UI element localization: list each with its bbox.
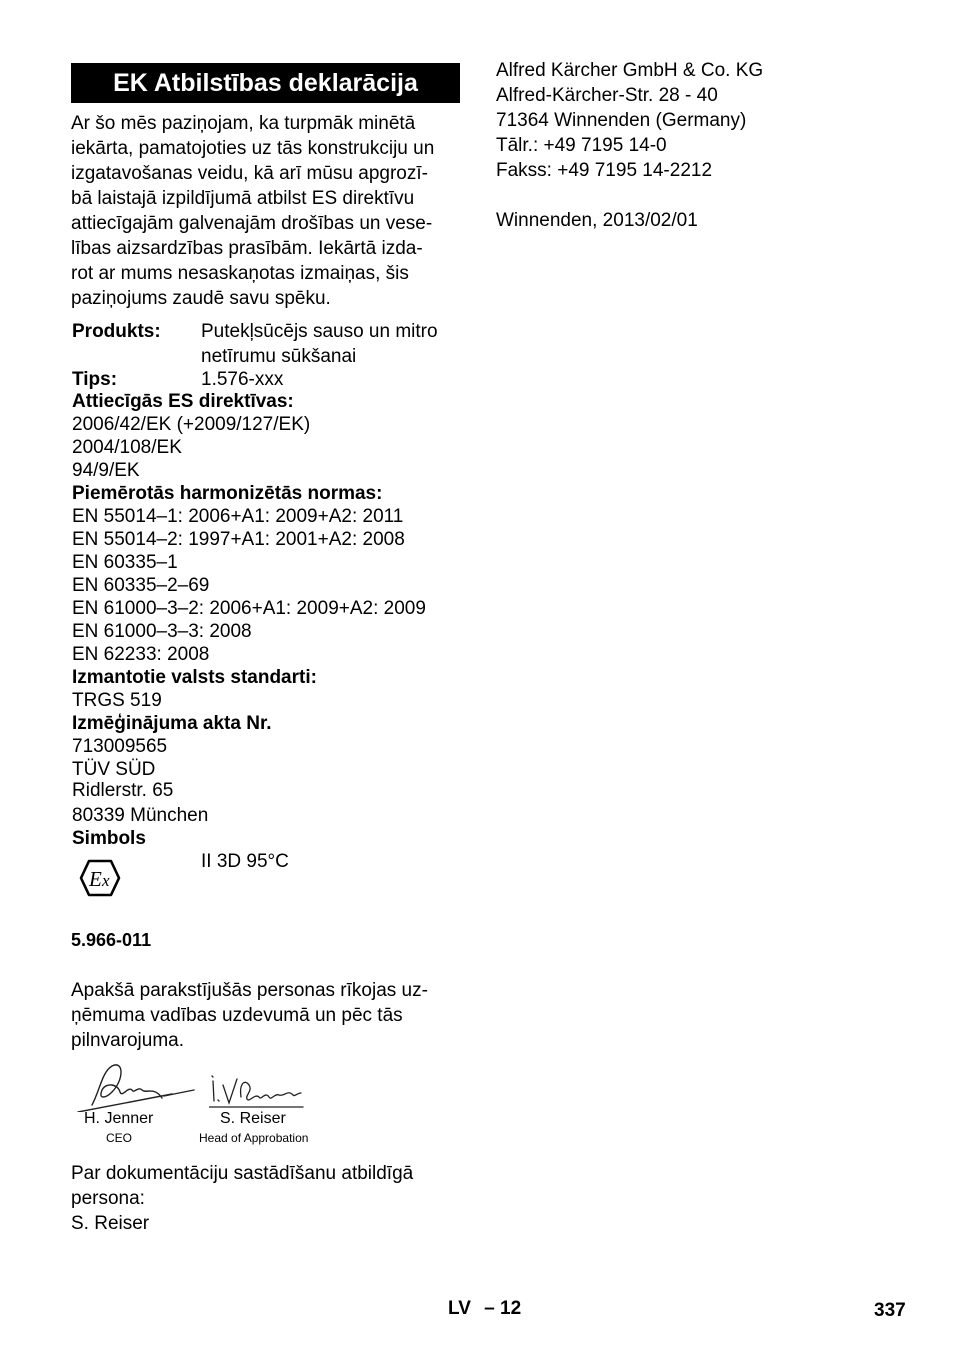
company-address	[496, 58, 763, 183]
product-value-line2: netīrumu sūkšanai	[201, 346, 357, 367]
signature1-name: H. Jenner	[84, 1110, 154, 1127]
footer-section: LV	[448, 1298, 471, 1319]
intro-line: izgatavošanas veidu, kā arī mūsu apgrozī-	[71, 163, 428, 184]
intro-line: paziņojums zaudē savu spēku.	[71, 288, 331, 309]
place-date: Winnenden, 2013/02/01	[496, 210, 698, 231]
svg-text:x: x	[102, 871, 110, 890]
signatories-line: Apakšā parakstījušās personas rīkojas uz-	[71, 980, 428, 1001]
svg-text:E: E	[89, 867, 102, 891]
company-line: Tālr.: +49 7195 14-0	[496, 135, 667, 156]
ex-explosion-protection-icon	[79, 858, 121, 898]
doc-responsible-line: persona:	[71, 1188, 145, 1209]
national-standards-heading: Izmantotie valsts standarti:	[72, 667, 317, 688]
company-line: 71364 Winnenden (Germany)	[496, 110, 747, 131]
intro-line: Ar šo mēs paziņojam, ka turpmāk minētā	[71, 113, 416, 134]
intro-line: rot ar mums nesaskaņotas izmaiņas, šis	[71, 263, 409, 284]
page-title: EK Atbilstības deklarācija	[71, 63, 460, 103]
test-body-address	[72, 778, 208, 828]
symbols-label: Simbols	[72, 828, 146, 849]
norm-item: EN 61000–3–2: 2006+A1: 2009+A2: 2009	[72, 598, 426, 619]
intro-line: lības aizsardzības prasībām. Iekārtā izda-	[71, 238, 423, 259]
signatories-line: pilnvarojuma.	[71, 1030, 184, 1051]
directive-item: 2006/42/EK (+2009/127/EK)	[72, 414, 311, 435]
national-standard-item: TRGS 519	[72, 690, 162, 711]
norm-item: EN 55014–1: 2006+A1: 2009+A2: 2011	[72, 506, 404, 527]
directive-item: 2004/108/EK	[72, 437, 182, 458]
doc-responsible-line: Par dokumentāciju sastādīšanu atbildīgā	[71, 1163, 414, 1184]
address-line: 80339 München	[72, 805, 209, 826]
product-row	[72, 320, 438, 343]
address-line: Ridlerstr. 65	[72, 780, 174, 801]
signatories-line: ņēmuma vadības uzdevumā un pēc tās	[71, 1005, 403, 1026]
type-row	[72, 368, 283, 391]
footer-page-number: 337	[874, 1300, 906, 1321]
doc-responsible-paragraph	[71, 1161, 413, 1236]
symbol-value: II 3D 95°C	[201, 851, 289, 872]
norm-item: EN 55014–2: 1997+A1: 2001+A2: 2008	[72, 529, 405, 550]
norm-item: EN 61000–3–3: 2008	[72, 621, 252, 642]
intro-line: iekārta, pamatojoties uz tās konstrukciju un	[71, 138, 435, 159]
signature-reiser	[209, 1075, 304, 1111]
signatories-paragraph	[71, 978, 428, 1053]
footer-separator: –	[484, 1298, 495, 1319]
norms-heading: Piemērotās harmonizētās normas:	[72, 483, 383, 504]
product-label: Produkts:	[72, 321, 161, 342]
signature-jenner	[72, 1060, 197, 1112]
intro-line: attiecīgajām galvenajām drošības un vese-	[71, 213, 433, 234]
signature1-role: CEO	[106, 1131, 133, 1145]
company-line: Alfred Kärcher GmbH & Co. KG	[496, 60, 764, 81]
type-label: Tips:	[72, 369, 118, 390]
part-number: 5.966-011	[71, 930, 152, 950]
footer-section-page	[448, 1298, 521, 1320]
product-value-line1: Putekļsūcējs sauso un mitro	[201, 321, 438, 342]
signature2-name: S. Reiser	[220, 1110, 286, 1127]
directives-heading: Attiecīgās ES direktīvas:	[72, 391, 294, 412]
signature2-role: Head of Approbation	[199, 1131, 309, 1145]
test-report-number: 713009565	[72, 736, 168, 757]
test-body-name: TÜV SÜD	[72, 759, 156, 780]
declaration-details	[72, 390, 426, 781]
directive-item: 94/9/EK	[72, 460, 140, 481]
norm-item: EN 60335–1	[72, 552, 178, 573]
norm-item: EN 60335–2–69	[72, 575, 210, 596]
footer-section-page-number: 12	[500, 1298, 522, 1319]
intro-line: bā laistajā izpildījumā atbilst ES direktīvu	[71, 188, 415, 209]
company-line: Fakss: +49 7195 14-2212	[496, 160, 713, 181]
intro-paragraph	[71, 111, 466, 311]
company-line: Alfred-Kärcher-Str. 28 - 40	[496, 85, 718, 106]
type-value: 1.576-xxx	[201, 369, 284, 390]
test-report-heading: Izmēģinājuma akta Nr.	[72, 713, 272, 734]
norm-item: EN 62233: 2008	[72, 644, 210, 665]
product-row-continuation	[201, 345, 356, 368]
doc-responsible-line: S. Reiser	[71, 1213, 150, 1234]
